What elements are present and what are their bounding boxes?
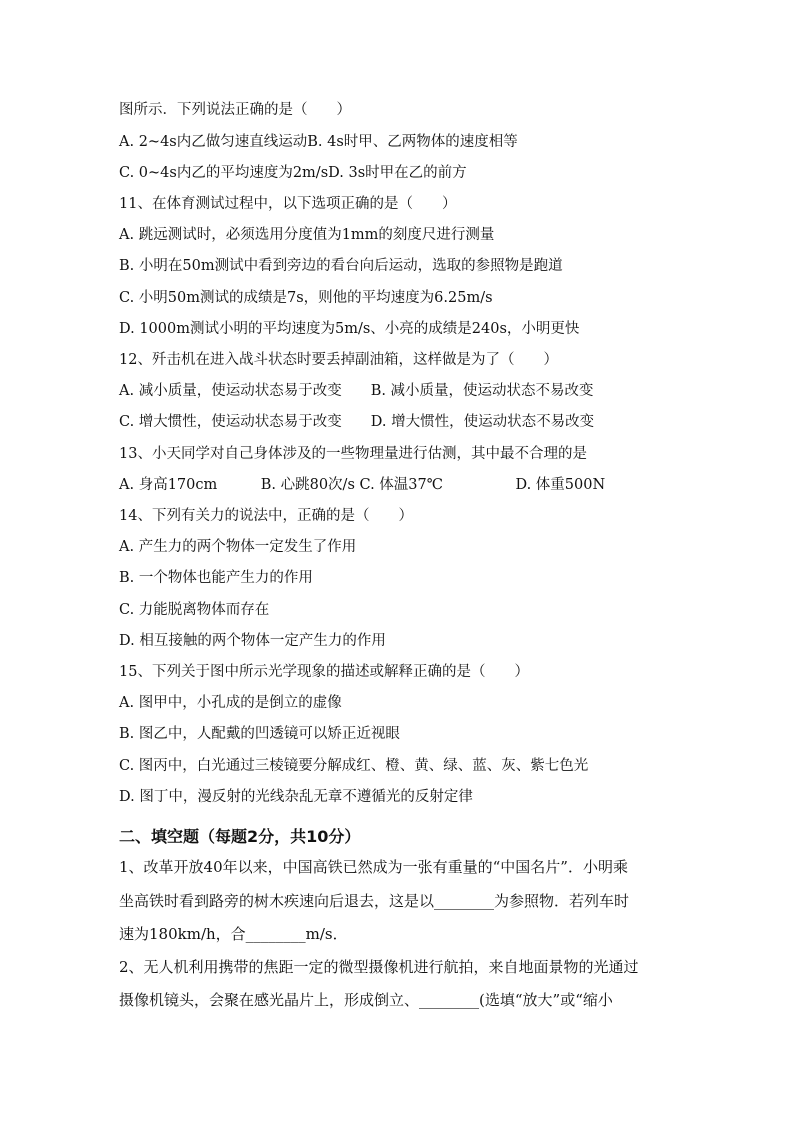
- question-line: A. 2~4s内乙做匀速直线运动B. 4s时甲、乙两物体的速度相等: [119, 134, 518, 150]
- question-line: 图所示．下列说法正确的是（ ）: [119, 102, 351, 118]
- fill-in-line: 2、无人机利用携带的焦距一定的微型摄像机进行航拍，来自地面景物的光通过: [119, 958, 639, 976]
- question-line: 11、在体育测试过程中，以下选项正确的是（ ）: [119, 196, 457, 212]
- fill-in-line: 1、改革开放40年以来，中国高铁已然成为一张有重量的“中国名片”．小明乘: [119, 858, 628, 876]
- question-line: C. 图丙中，白光通过三棱镜要分解成红、橙、黄、绿、蓝、灰、紫七色光: [119, 758, 589, 774]
- question-line: 13、小天同学对自己身体涉及的一些物理量进行估测，其中最不合理的是: [119, 446, 587, 462]
- question-line: A. 减小质量，使运动状态易于改变 B. 减小质量，使运动状态不易改变: [119, 383, 594, 399]
- question-line: 15、下列关于图中所示光学现象的描述或解释正确的是（ ）: [119, 664, 529, 680]
- fill-in-line: 速为180km/h，合________m/s．: [119, 925, 348, 943]
- question-line: B. 小明在50m测试中看到旁边的看台向后运动，选取的参照物是跑道: [119, 258, 563, 274]
- question-line: D. 图丁中，漫反射的光线杂乱无章不遵循光的反射定律: [119, 789, 473, 805]
- section-heading: 二、填空题（每题2分，共10分）: [119, 827, 361, 846]
- question-line: A. 产生力的两个物体一定发生了作用: [119, 539, 357, 555]
- question-line: C. 小明50m测试的成绩是7s，则他的平均速度为6.25m/s: [119, 290, 493, 306]
- fill-in-line: 摄像机镜头，会聚在感光晶片上，形成倒立、________(选填“放大”或“缩小: [119, 991, 613, 1009]
- question-line: A. 身高170cm B. 心跳80次/s C. 体温37℃ D. 体重500N: [119, 477, 606, 493]
- question-line: A. 跳远测试时，必须选用分度值为1mm的刻度尺进行测量: [119, 227, 495, 243]
- fill-in-line: 坐高铁时看到路旁的树木疾速向后退去，这是以________为参照物．若列车时: [119, 892, 630, 910]
- question-line: A. 图甲中，小孔成的是倒立的虚像: [119, 695, 342, 711]
- question-line: C. 0~4s内乙的平均速度为2m/sD. 3s时甲在乙的前方: [119, 165, 467, 181]
- question-line: 12、歼击机在进入战斗状态时要丢掉副油箱，这样做是为了（ ）: [119, 352, 558, 368]
- question-line: D. 相互接触的两个物体一定产生力的作用: [119, 633, 386, 649]
- question-line: D. 1000m测试小明的平均速度为5m/s、小亮的成绩是240s，小明更快: [119, 321, 580, 337]
- question-line: B. 图乙中，人配戴的凹透镜可以矫正近视眼: [119, 726, 400, 742]
- question-line: C. 增大惯性，使运动状态易于改变 D. 增大惯性，使运动状态不易改变: [119, 414, 595, 430]
- question-line: C. 力能脱离物体而存在: [119, 602, 270, 618]
- question-line: B. 一个物体也能产生力的作用: [119, 570, 313, 586]
- question-line: 14、下列有关力的说法中，正确的是（ ）: [119, 508, 413, 524]
